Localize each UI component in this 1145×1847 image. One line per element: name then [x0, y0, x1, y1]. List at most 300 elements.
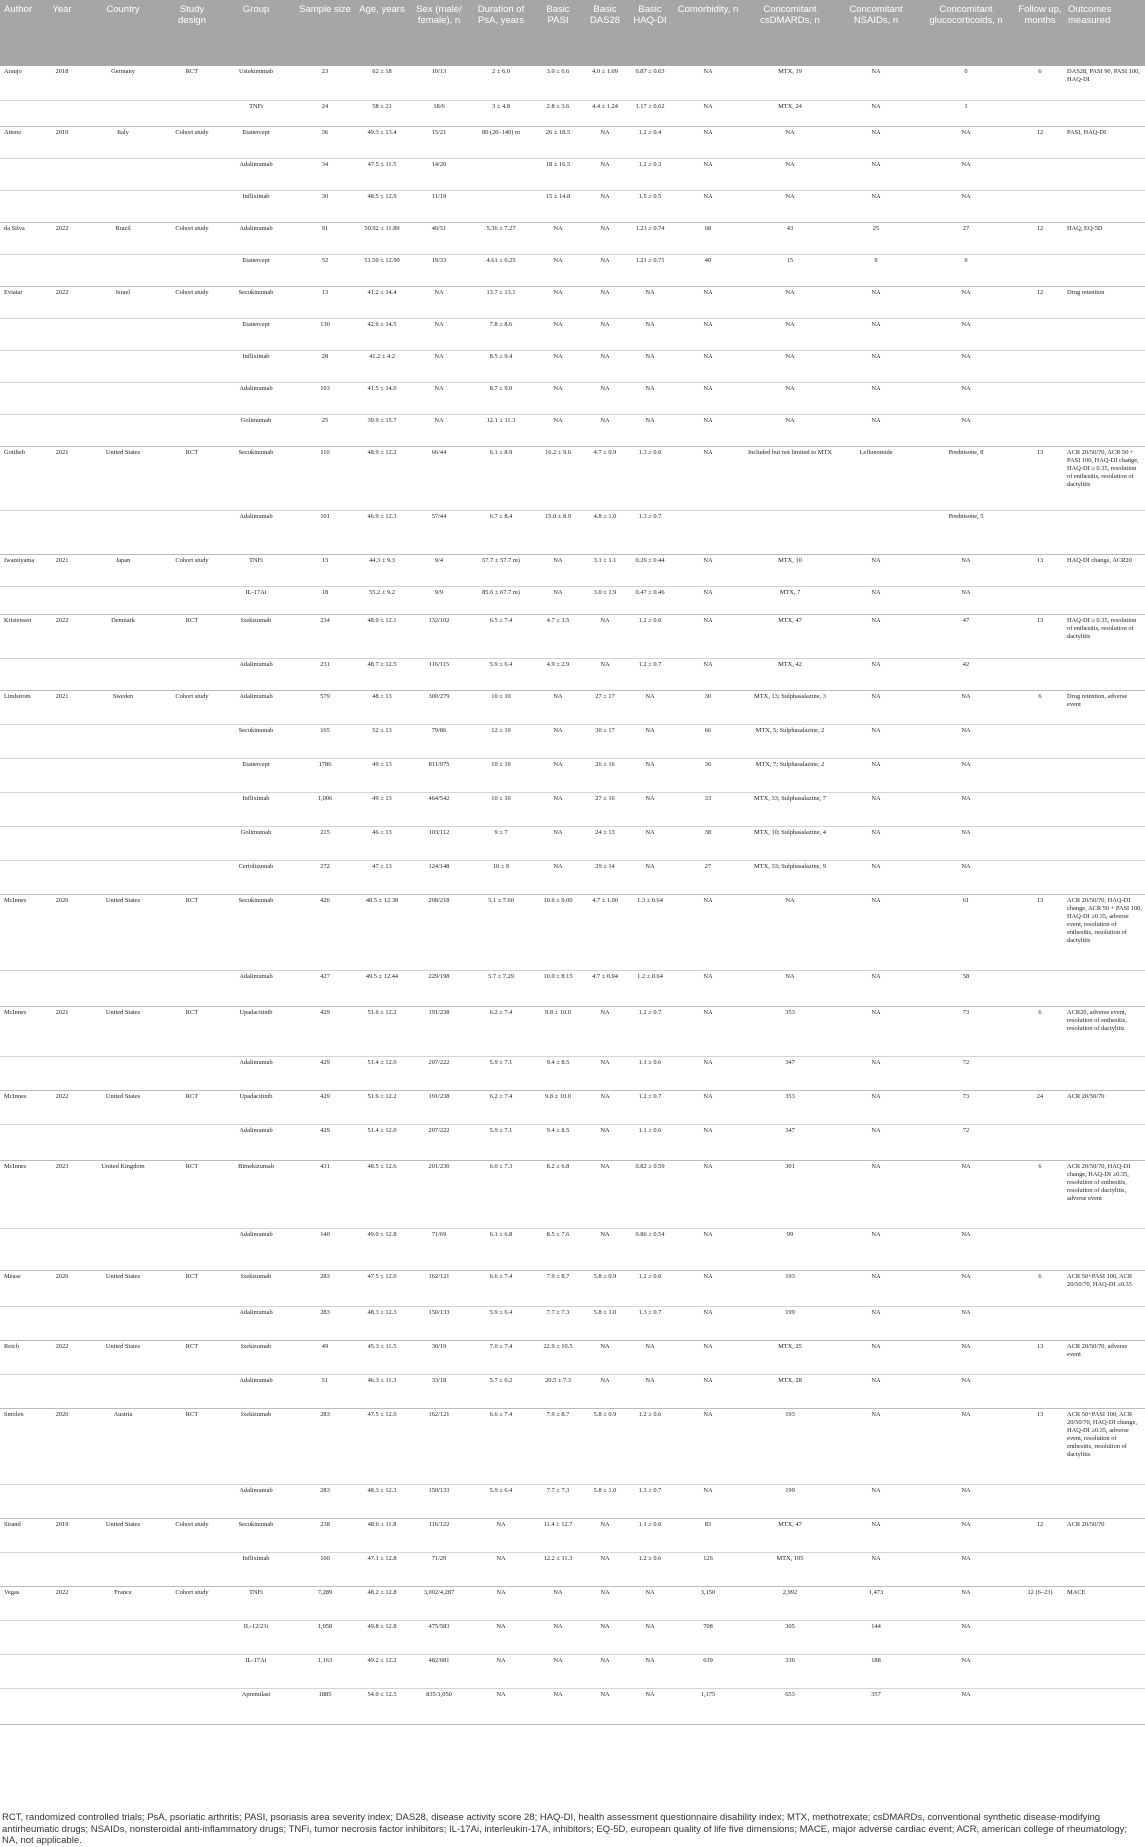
nsaids-cell: NA [871, 1520, 881, 1528]
basic-das28-cell: 30 ± 17 [595, 726, 615, 734]
sex-cell: 14/20 [431, 160, 447, 168]
glucocorticoids-cell: NA [961, 1410, 971, 1418]
glucocorticoids-cell: 58 [962, 972, 970, 980]
basic-pasi-cell: NA [553, 1622, 563, 1630]
author-cell [0, 1552, 46, 1586]
comorbidity-cell: NA [703, 448, 713, 456]
country-cell: Italy [117, 128, 129, 136]
glucocorticoids-cell: 0 [964, 68, 968, 75]
basic-pasi-cell: 10.6 ± 9.00 [543, 896, 573, 904]
table-row [0, 1090, 1145, 1124]
comorbidity-cell: 1,175 [700, 1690, 716, 1698]
comorbidity-cell: NA [703, 352, 713, 360]
basic-pasi-cell: 7.7 ± 7.3 [546, 1486, 570, 1494]
basic-das28-cell: NA [600, 1126, 610, 1134]
sample-size-cell: 215 [320, 828, 330, 836]
nsaids-cell: NA [871, 1410, 881, 1418]
sex-cell: 30/19 [431, 1342, 447, 1350]
country-cell [78, 414, 168, 446]
age-cell: 48.2 ± 12.8 [367, 1588, 397, 1596]
sex-cell: 9/9 [434, 588, 444, 596]
table-row [0, 1688, 1145, 1724]
follow-up-cell [1016, 254, 1064, 286]
comorbidity-cell: 708 [703, 1622, 713, 1630]
study-design-cell [168, 1228, 216, 1270]
glucocorticoids-cell: NA [961, 416, 971, 424]
sample-size-cell: 165 [320, 726, 330, 734]
basic-das28-cell: NA [600, 1058, 610, 1066]
duration-cell: 5.36 ± 7.27 [486, 224, 516, 232]
basic-pasi-cell: NA [553, 320, 563, 328]
sample-size-cell: 1885 [318, 1690, 332, 1698]
comorbidity-cell: NA [703, 1342, 713, 1350]
study-design-cell: Cohort study [175, 1588, 209, 1596]
age-cell: 47.5 ± 12.0 [367, 1272, 397, 1280]
glucocorticoids-cell: NA [961, 692, 971, 700]
nsaids-cell: NA [871, 1272, 881, 1280]
basic-haq-di-cell: NA [645, 1588, 655, 1596]
table-row [0, 1306, 1145, 1340]
study-design-cell [168, 350, 216, 382]
duration-cell: 10 ± 10 [491, 692, 511, 700]
age-cell: 47.5 ± 12.0 [367, 1410, 397, 1418]
group-cell: Ixekizumab [240, 1272, 272, 1280]
age-cell: 48.3 ± 12.3 [367, 1308, 397, 1316]
sex-cell: 835/1,050 [426, 1690, 452, 1698]
outcomes-cell [1064, 382, 1145, 414]
duration-cell: 9 ± 7 [494, 828, 508, 836]
table-row [0, 1160, 1145, 1228]
table-row [0, 1586, 1145, 1620]
nsaids-cell: NA [871, 1058, 881, 1066]
nsaids-cell: NA [871, 1092, 881, 1100]
glucocorticoids-cell: NA [961, 1342, 971, 1350]
age-cell: 47.5 ± 11.5 [367, 160, 397, 168]
age-cell: 48.6 ± 11.8 [367, 1520, 397, 1528]
nsaids-cell: NA [871, 352, 881, 360]
age-cell: 49.3 ± 13.4 [367, 128, 397, 136]
basic-pasi-cell: 10.0 ± 8.15 [543, 972, 573, 980]
study-design-cell: RCT [185, 1342, 199, 1350]
sex-cell: 103/112 [428, 828, 450, 836]
glucocorticoids-cell: NA [961, 352, 971, 360]
duration-cell: 5.9 ± 6.4 [489, 1486, 513, 1494]
outcomes-cell: MACE [1067, 1588, 1086, 1596]
table-row [0, 1620, 1145, 1654]
basic-pasi-cell: 18 ± 16.5 [545, 160, 571, 168]
author-cell [0, 758, 46, 792]
nsaids-cell: NA [871, 828, 881, 836]
glucocorticoids-cell: NA [961, 1272, 971, 1280]
country-cell: United States [105, 896, 141, 904]
sample-size-cell: 28 [321, 352, 329, 360]
comorbidity-cell: NA [703, 160, 713, 168]
duration-cell: 5.9 ± 7.1 [489, 1126, 513, 1134]
table-row [0, 970, 1145, 1006]
group-cell: Infliximab [242, 352, 270, 360]
sex-cell: NA [434, 288, 444, 296]
table-row [0, 614, 1145, 658]
country-cell [78, 100, 168, 126]
basic-haq-di-cell: 1.2 ± 0.7 [638, 1008, 662, 1016]
author-cell: McInnes [4, 1008, 27, 1016]
comorbidity-cell: NA [703, 102, 713, 110]
age-cell: 62 ± 18 [372, 68, 392, 75]
study-design-cell: RCT [185, 1410, 199, 1418]
group-cell: Upadacitinib [239, 1008, 273, 1016]
csdmards-cell: MTX, 13; Sulphasalazine, 3 [754, 692, 826, 700]
country-cell [78, 1306, 168, 1340]
sample-size-cell: 429 [320, 1058, 330, 1066]
table-row [0, 1518, 1145, 1552]
outcomes-cell [1064, 510, 1145, 554]
basic-haq-di-cell: NA [645, 1656, 655, 1664]
sex-cell: 150/133 [428, 1308, 450, 1316]
comorbidity-cell: NA [703, 1092, 713, 1100]
csdmards-cell: NA [785, 416, 795, 424]
duration-cell [468, 190, 534, 222]
year-cell [46, 382, 78, 414]
group-cell: Infliximab [242, 794, 270, 802]
year-cell: 2021 [55, 556, 69, 564]
basic-haq-di-cell: NA [645, 288, 655, 296]
table-row [0, 1654, 1145, 1688]
year-cell [46, 190, 78, 222]
sample-size-cell: 283 [320, 1272, 330, 1280]
basic-pasi-cell: 4.9 ± 2.9 [546, 660, 570, 668]
sample-size-cell: 13 [321, 556, 329, 564]
basic-haq-di-cell: 0.26 ± 0.44 [635, 556, 665, 564]
basic-haq-di-cell: 1.2 ± 0.7 [638, 660, 662, 668]
study-design-cell [168, 190, 216, 222]
author-cell [0, 1228, 46, 1270]
group-cell: Adalimumab [239, 224, 273, 232]
study-design-cell [168, 970, 216, 1006]
country-cell [78, 1688, 168, 1724]
basic-das28-cell: NA [600, 660, 610, 668]
sex-cell: 15/21 [431, 128, 447, 136]
comorbidity-cell: 126 [703, 1554, 713, 1562]
comorbidity-cell: 639 [703, 1656, 713, 1664]
country-cell: Sweden [112, 692, 134, 700]
comorbidity-cell: 38 [704, 828, 712, 836]
basic-haq-di-cell: NA [645, 760, 655, 768]
duration-cell: 6.2 ± 7.4 [489, 1092, 513, 1100]
comorbidity-cell [672, 510, 744, 554]
basic-haq-di-cell: 1.2 ± 0.64 [637, 972, 663, 980]
sample-size-cell: 49 [321, 1342, 329, 1350]
basic-haq-di-cell: 1.2 ± 0.3 [638, 160, 662, 168]
glucocorticoids-cell: NA [961, 760, 971, 768]
duration-cell: 8.5 ± 9.4 [489, 352, 513, 360]
table-row [0, 860, 1145, 894]
duration-cell: 8.7 ± 9.0 [489, 384, 513, 392]
nsaids-cell: NA [871, 972, 881, 980]
age-cell: 50.92 ± 11.89 [364, 224, 400, 232]
duration-cell: 5.9 ± 6.4 [489, 1308, 513, 1316]
study-design-cell [168, 1374, 216, 1408]
follow-up-cell: 12 [1036, 128, 1044, 136]
basic-haq-di-cell: 1.2 ± 0.4 [638, 128, 662, 136]
table-row [0, 1374, 1145, 1408]
comorbidity-cell: 40 [704, 256, 712, 264]
comorbidity-cell: 33 [704, 794, 712, 802]
col-header-group: Group [216, 0, 296, 66]
author-cell [0, 1124, 46, 1160]
outcomes-cell [1064, 1620, 1145, 1654]
year-cell: 2022 [55, 1588, 69, 1596]
group-cell: Ixekizumab [240, 616, 272, 624]
country-cell: Brazil [115, 224, 131, 232]
basic-haq-di-cell: 1.3 ± 0.7 [638, 1486, 662, 1494]
basic-pasi-cell: NA [553, 256, 563, 264]
study-design-cell [168, 158, 216, 190]
table-row [0, 1270, 1145, 1306]
author-cell [0, 724, 46, 758]
comorbidity-cell: NA [703, 1058, 713, 1066]
basic-haq-di-cell: NA [645, 384, 655, 392]
comorbidity-cell: NA [703, 384, 713, 392]
nsaids-cell: 25 [872, 224, 880, 232]
nsaids-cell: NA [871, 862, 881, 870]
nsaids-cell: NA [871, 68, 881, 75]
comorbidity-cell: 66 [704, 726, 712, 734]
group-cell: Etanercept [242, 256, 270, 264]
glucocorticoids-cell: NA [961, 384, 971, 392]
age-cell: 46.3 ± 11.3 [367, 1376, 397, 1384]
group-cell: Etanercept [242, 128, 270, 136]
follow-up-cell [1016, 1654, 1064, 1688]
table-row [0, 222, 1145, 254]
follow-up-cell: 13 [1036, 896, 1044, 904]
group-cell: Adalimumab [239, 1230, 273, 1238]
group-cell: Adalimumab [239, 692, 273, 700]
col-header-sex: Sex (male/ female), n [410, 0, 468, 66]
nsaids-cell: NA [871, 1008, 881, 1016]
col-header-country: Country [78, 0, 168, 66]
age-cell: 48.3 ± 12.3 [367, 1486, 397, 1494]
basic-haq-di-cell: 1.3 ± 0.6 [638, 448, 662, 456]
nsaids-cell: Leflunomide [859, 448, 893, 456]
duration-cell: 3 ± 4.8 [492, 102, 510, 110]
table-row [0, 190, 1145, 222]
follow-up-cell [1016, 586, 1064, 614]
year-cell [46, 724, 78, 758]
table-row [0, 126, 1145, 158]
col-header-study-design: Study design [168, 0, 216, 66]
study-design-cell: Cohort study [175, 224, 209, 232]
glucocorticoids-cell: NA [961, 828, 971, 836]
glucocorticoids-cell: NA [961, 1230, 971, 1238]
duration-cell: NA [496, 1622, 506, 1630]
follow-up-cell [1016, 792, 1064, 826]
basic-haq-di-cell: 1.23 ± 0.74 [635, 224, 665, 232]
author-cell: McInnes [4, 1092, 27, 1100]
follow-up-cell [1016, 1484, 1064, 1518]
outcomes-cell [1064, 1484, 1145, 1518]
table-row [0, 758, 1145, 792]
author-cell [0, 318, 46, 350]
group-cell: Apremilast [241, 1690, 271, 1698]
author-cell: Reich [4, 1342, 19, 1350]
csdmards-cell: 353 [785, 1008, 795, 1016]
glucocorticoids-cell: NA [961, 1622, 971, 1630]
duration-cell: 10 ± 10 [491, 760, 511, 768]
author-cell: McInnes [4, 896, 27, 904]
duration-cell: 12.1 ± 11.3 [486, 416, 516, 424]
comorbidity-cell: NA [703, 68, 713, 75]
follow-up-cell [1016, 100, 1064, 126]
duration-cell: NA [496, 1690, 506, 1698]
nsaids-cell: NA [871, 794, 881, 802]
nsaids-cell: NA [871, 192, 881, 200]
glucocorticoids-cell: Prednisone, 8 [948, 448, 984, 456]
table-row [0, 894, 1145, 970]
comorbidity-cell: NA [703, 556, 713, 564]
col-header-glucocorticoids: Concomitant glucocorticoids, n [916, 0, 1016, 66]
outcomes-cell [1064, 586, 1145, 614]
country-cell: United States [105, 1342, 141, 1350]
col-header-basic-haq-di: Basic HAQ-DI [628, 0, 672, 66]
glucocorticoids-cell: NA [961, 1588, 971, 1596]
basic-haq-di-cell: NA [645, 320, 655, 328]
nsaids-cell: NA [871, 726, 881, 734]
glucocorticoids-cell: 72 [962, 1126, 970, 1134]
study-design-cell [168, 860, 216, 894]
table-footnote: RCT, randomized controlled trials; PsA, psoriatic arthritis; PASI, psoriasis area severity index; DAS28, disease activity score 28; HAQ-DI, health assessment questionnaire disability index; MTX, methotrexate; csDMARDs, conventional synthetic disease-modifying antirheumatic drugs; NSAIDs, nonsteroidal anti-inflammatory drugs; TNFi, tumor necrosis factor inhibitors; IL-17Ai, interleukin-17A, inhibitors; EQ-5D, european quality of life five dimensions; MACE, major adverse cardiac event; ACR, american college of rheumatology; NA, not applicable. [2, 1812, 1128, 1846]
age-cell: 39.9 ± 15.7 [367, 416, 397, 424]
author-cell [0, 658, 46, 690]
nsaids-cell: NA [871, 384, 881, 392]
group-cell: Adalimumab [239, 660, 273, 668]
basic-pasi-cell: NA [553, 352, 563, 360]
glucocorticoids-cell: NA [961, 556, 971, 564]
age-cell: 51.4 ± 12.0 [367, 1058, 397, 1066]
sample-size-cell: 234 [320, 616, 330, 624]
study-design-cell: Cohort study [175, 128, 209, 136]
author-cell [0, 792, 46, 826]
csdmards-cell: MTX, 47 [778, 1520, 802, 1528]
basic-pasi-cell: NA [553, 588, 563, 596]
sex-cell: 66/44 [431, 448, 447, 456]
year-cell [46, 1056, 78, 1090]
table-body [0, 66, 1145, 1724]
age-cell: 51.50 ± 12.90 [364, 256, 400, 264]
basic-haq-di-cell: 1.2 ± 0.6 [638, 1554, 662, 1562]
year-cell [46, 414, 78, 446]
nsaids-cell: NA [871, 1162, 881, 1170]
year-cell [46, 758, 78, 792]
sex-cell: 207/222 [428, 1126, 450, 1134]
study-design-cell [168, 724, 216, 758]
outcomes-cell [1064, 100, 1145, 126]
basic-das28-cell: 4.8 ± 1.0 [593, 512, 617, 520]
follow-up-cell: 12 [1036, 224, 1044, 232]
basic-das28-cell: NA [600, 320, 610, 328]
comorbidity-cell: NA [703, 1410, 713, 1418]
sample-size-cell: 30 [321, 192, 329, 200]
study-design-cell: RCT [185, 896, 199, 904]
study-design-cell [168, 254, 216, 286]
nsaids-cell: NA [871, 1230, 881, 1238]
basic-das28-cell: NA [600, 384, 610, 392]
basic-haq-di-cell: NA [645, 692, 655, 700]
sample-size-cell: 1,058 [317, 1622, 333, 1630]
study-design-cell [168, 1688, 216, 1724]
csdmards-cell: MTX, 42 [778, 660, 802, 668]
age-cell: 45.3 ± 11.5 [367, 1342, 397, 1350]
study-design-cell: RCT [185, 616, 199, 624]
group-cell: Infliximab [242, 192, 270, 200]
glucocorticoids-cell: 42 [962, 660, 970, 668]
csdmards-cell: 301 [785, 1162, 795, 1170]
follow-up-cell [1016, 658, 1064, 690]
country-cell [78, 1552, 168, 1586]
comorbidity-cell: 68 [704, 224, 712, 232]
country-cell [78, 792, 168, 826]
nsaids-cell: NA [871, 1554, 881, 1562]
csdmards-cell: NA [785, 972, 795, 980]
sex-cell: 18/6 [433, 102, 445, 110]
year-cell [46, 1620, 78, 1654]
comorbidity-cell: NA [703, 1376, 713, 1384]
outcomes-cell [1064, 1306, 1145, 1340]
author-cell [0, 382, 46, 414]
age-cell: 54.0 ± 12.5 [367, 1690, 397, 1698]
nsaids-cell: NA [871, 160, 881, 168]
year-cell: 2022 [55, 288, 69, 296]
age-cell: 41.2 ± 4.2 [369, 352, 395, 360]
year-cell [46, 158, 78, 190]
basic-pasi-cell: NA [553, 1690, 563, 1698]
basic-haq-di-cell: 1.3 ± 0.64 [637, 896, 663, 904]
table-row [0, 510, 1145, 554]
col-header-follow-up: Follow up, months [1016, 0, 1064, 66]
comorbidity-cell: NA [703, 896, 713, 904]
follow-up-cell [1016, 350, 1064, 382]
country-cell [78, 190, 168, 222]
basic-haq-di-cell: 1.1 ± 0.6 [638, 1126, 662, 1134]
sex-cell: 811/975 [428, 760, 450, 768]
year-cell [46, 1124, 78, 1160]
country-cell [78, 1228, 168, 1270]
comorbidity-cell: 3,150 [700, 1588, 716, 1596]
year-cell [46, 1552, 78, 1586]
age-cell: 48.7 ± 12.5 [367, 660, 397, 668]
country-cell [78, 350, 168, 382]
duration-cell: 80 (20–140) m [482, 128, 520, 136]
age-cell: 46.9 ± 12.3 [367, 512, 397, 520]
study-design-cell: Cohort study [175, 288, 209, 296]
group-cell: Adalimumab [239, 972, 273, 980]
year-cell [46, 1374, 78, 1408]
nsaids-cell: NA [871, 760, 881, 768]
basic-haq-di-cell: 0.47 ± 0.46 [635, 588, 665, 596]
basic-das28-cell: NA [600, 128, 610, 136]
csdmards-cell: 193 [785, 1272, 795, 1280]
csdmards-cell: Included but not limited to MTX [748, 448, 832, 456]
sample-size-cell: 283 [320, 1486, 330, 1494]
basic-pasi-cell: 16.2 ± 9.6 [545, 448, 571, 456]
nsaids-cell: NA [871, 288, 881, 296]
age-cell: 49 ± 13 [372, 794, 392, 802]
outcomes-cell [1064, 1688, 1145, 1724]
age-cell: 47.1 ± 12.8 [367, 1554, 397, 1562]
group-cell: IL-17Ai [245, 1656, 267, 1664]
sample-size-cell: 34 [321, 160, 329, 168]
glucocorticoids-cell: NA [961, 1308, 971, 1316]
basic-das28-cell: NA [600, 1008, 610, 1016]
